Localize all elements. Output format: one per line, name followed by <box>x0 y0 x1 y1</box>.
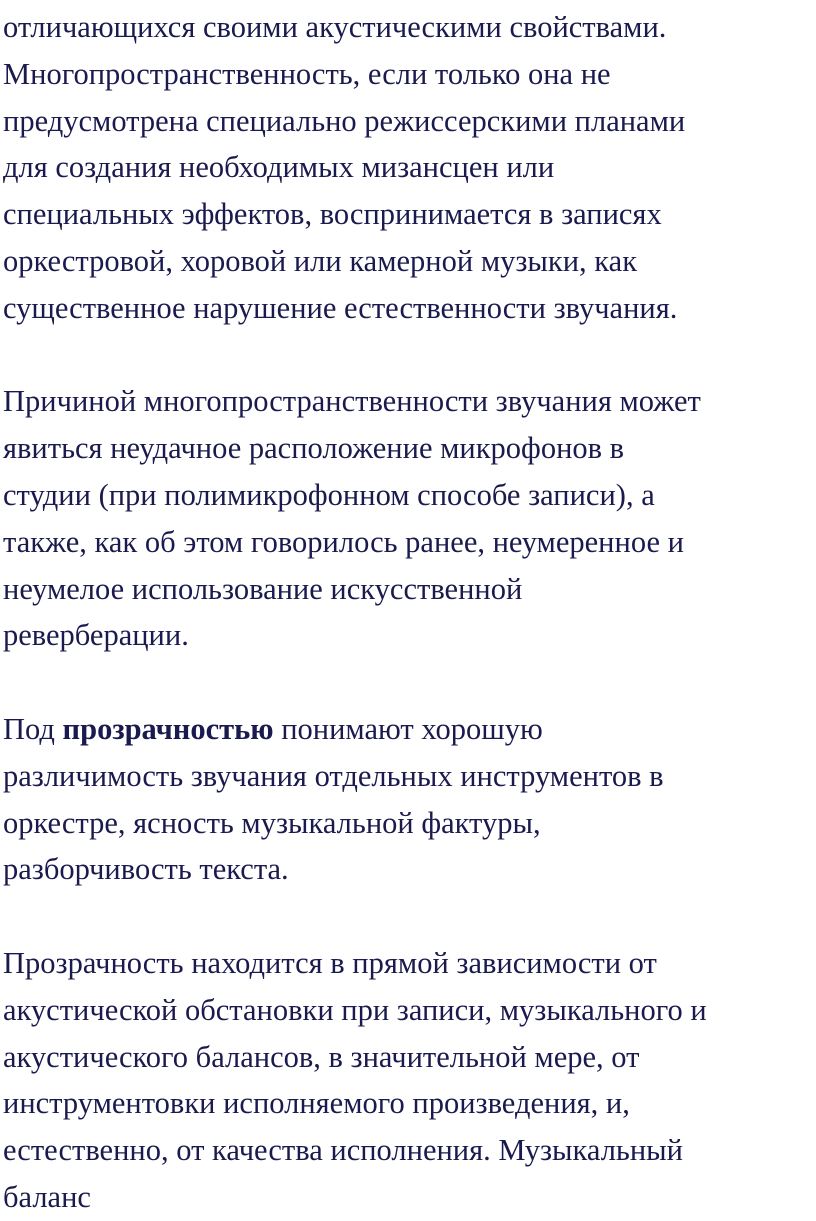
text-line-with-term <box>3 706 808 753</box>
text-line: оркестре, ясность музыкальной фактуры, <box>3 805 541 840</box>
bold-term: прозрачностью <box>62 711 274 746</box>
text-line: существенное нарушение естественности звучания. <box>3 290 678 325</box>
text-fragment: понимают хорошую <box>273 711 543 746</box>
text-line: оркестровой, хоровой или камерной музыки, как <box>3 243 638 278</box>
text-line: разборчивость текста. <box>3 852 289 887</box>
paragraph-1 <box>3 4 808 332</box>
paragraph-4 <box>3 940 808 1221</box>
text-line: акустического балансов, в значительной мере, от <box>3 1039 640 1074</box>
text-line: отличающихся своими акустическими свойствами. <box>3 10 667 44</box>
text-line: Причиной многопространственности звучания может <box>3 384 701 419</box>
text-line: для создания необходимых мизансцен или <box>3 150 555 185</box>
text-line: Многопространственность, если только она не <box>3 56 611 91</box>
text-line: студии (при полимикрофонном способе записи), а <box>3 477 655 512</box>
text-line: предусмотрена специально режиссерскими планами <box>3 103 686 138</box>
paragraph-3 <box>3 706 808 893</box>
paragraph-2 <box>3 378 808 659</box>
text-line: неумелое использование искусственной <box>3 571 523 606</box>
text-line: естественно, от качества исполнения. Музыкальный <box>3 1133 683 1168</box>
text-line: специальных эффектов, воспринимается в записях <box>3 197 662 232</box>
text-line: акустической обстановки при записи, музыкального и <box>3 992 707 1027</box>
text-line: Прозрачность находится в прямой зависимости от <box>3 945 657 980</box>
text-fragment: Под <box>3 711 63 746</box>
text-line: различимость звучания отдельных инструментов в <box>3 758 664 793</box>
text-line: также, как об этом говорилось ранее, неумеренное и <box>3 524 684 559</box>
text-line: реверберации. <box>3 618 189 653</box>
text-line: явиться неудачное расположение микрофонов в <box>3 431 625 466</box>
text-line: баланс <box>3 1179 91 1214</box>
text-line: инструментовки исполняемого произведения, и, <box>3 1086 630 1121</box>
